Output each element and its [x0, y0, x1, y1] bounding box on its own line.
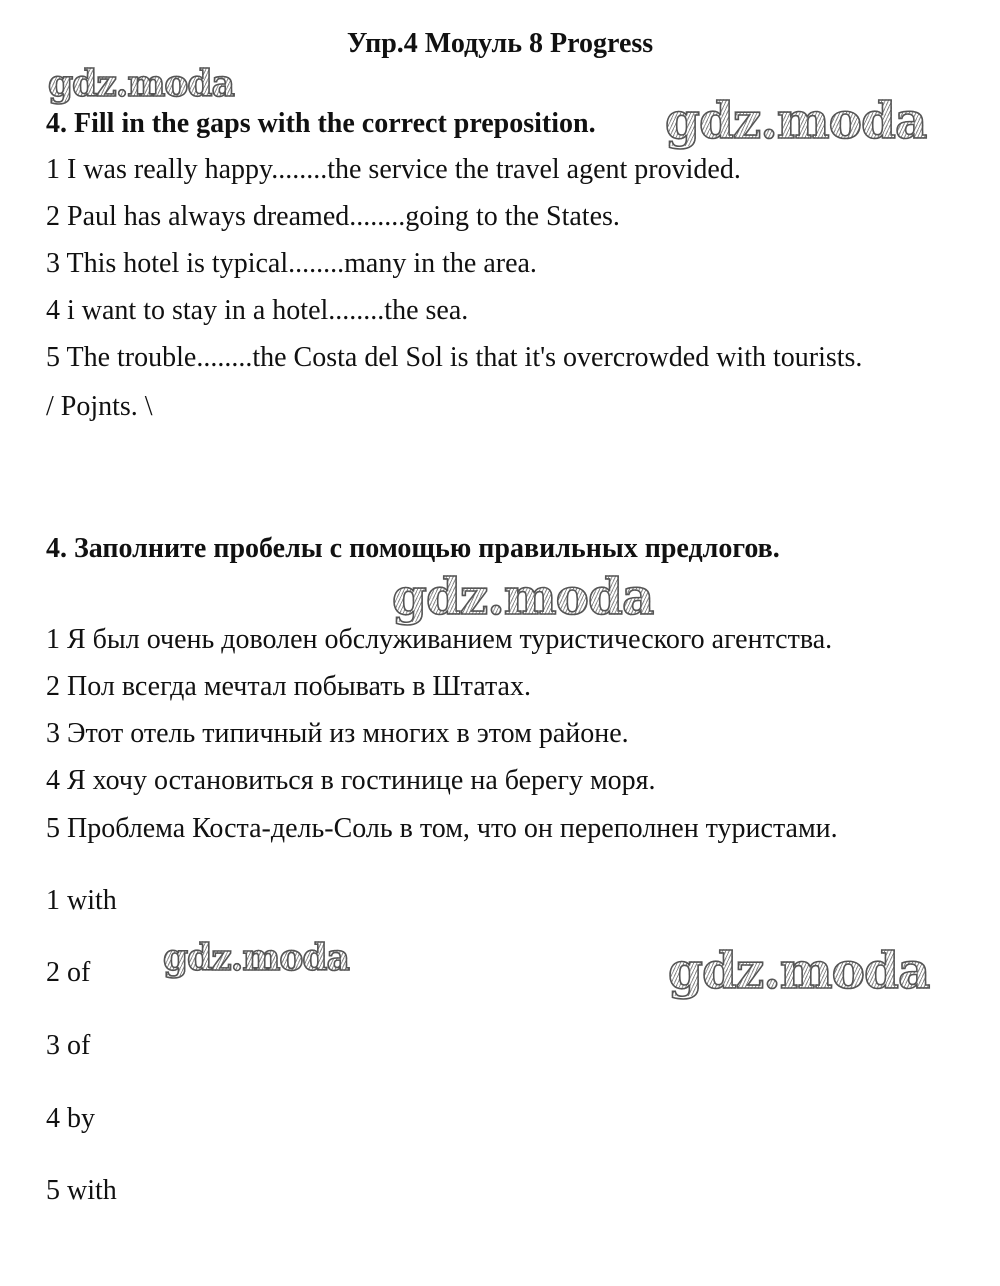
russian-line: 3 Этот отель типичный из многих в этом районе. — [46, 718, 629, 749]
russian-line: 1 Я был очень доволен обслуживанием туристического агентства. — [46, 624, 833, 655]
points-note: / Pojnts. \ — [46, 391, 153, 422]
watermark-logo: gdz.moda — [48, 63, 234, 105]
english-heading: 4. Fill in the gaps with the correct preposition. — [46, 108, 596, 139]
page-title: Упр.4 Модуль 8 Progress — [346, 28, 654, 59]
english-line: 3 This hotel is typical........many in the area. — [46, 248, 537, 279]
english-line: 5 The trouble........the Costa del Sol is that it's overcrowded with tourists. — [46, 342, 863, 373]
russian-line: 2 Пол всегда мечтал побывать в Штатах. — [46, 671, 531, 702]
watermark-logo: gdz.moda — [163, 937, 349, 979]
russian-line: 4 Я хочу остановиться в гостинице на берегу моря. — [46, 765, 656, 796]
answer-item: 1 with — [46, 885, 117, 916]
answer-item: 4 by — [46, 1103, 95, 1134]
english-line: 2 Paul has always dreamed........going to the States. — [46, 201, 620, 232]
answer-item: 2 of — [46, 957, 91, 988]
answer-item: 3 of — [46, 1030, 91, 1061]
watermark-logo: gdz.moda — [665, 91, 927, 150]
russian-line: 5 Проблема Коста-дель-Соль в том, что он переполнен туристами. — [46, 813, 838, 844]
english-line: 4 i want to stay in a hotel........the sea. — [46, 295, 469, 326]
russian-heading: 4. Заполните пробелы с помощью правильных предлогов. — [46, 533, 780, 564]
watermark-logo: gdz.moda — [392, 567, 654, 626]
watermark-logo: gdz.moda — [668, 941, 930, 1000]
answer-item: 5 with — [46, 1175, 117, 1206]
english-line: 1 I was really happy........the service the travel agent provided. — [46, 154, 741, 185]
